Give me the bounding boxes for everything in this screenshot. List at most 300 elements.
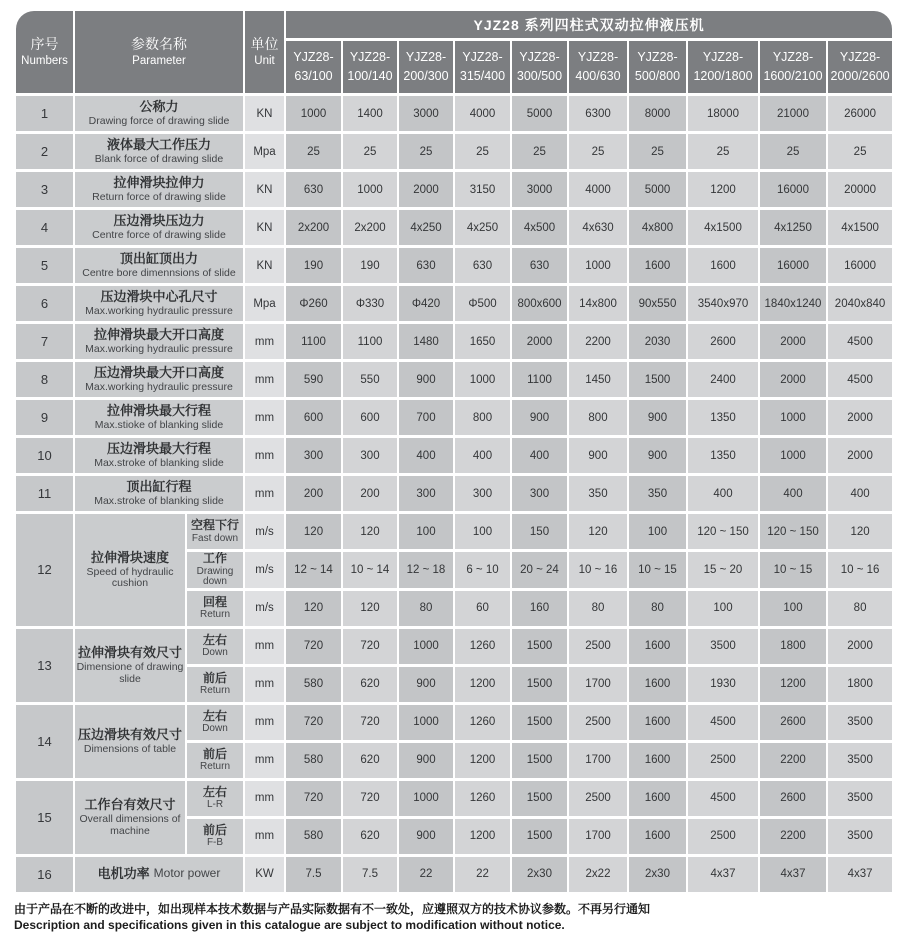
value-cell: 1930 — [688, 667, 758, 702]
value-cell: 1200 — [760, 667, 826, 702]
row-number-cell: 1 — [16, 96, 73, 131]
value-cell: 1500 — [629, 362, 686, 397]
unit-cell: m/s — [245, 591, 284, 626]
value-cell: 1600 — [629, 819, 686, 854]
unit-column-header — [245, 11, 284, 93]
value-cell: 720 — [343, 629, 397, 664]
value-cell: 590 — [286, 362, 341, 397]
value-cell: 1200 — [455, 819, 510, 854]
sub-parameter-name-english: Drawing down — [196, 565, 234, 588]
value-cell: 6 ~ 10 — [455, 552, 510, 588]
parameter-cell — [75, 514, 185, 626]
parameter-name-english: Return force of drawing slide — [92, 191, 226, 204]
value-cell: 6300 — [569, 96, 627, 131]
value-cell: 1350 — [688, 400, 758, 435]
value-cell: 720 — [286, 781, 341, 816]
numbers-column-header — [16, 11, 73, 93]
value-cell: 26000 — [828, 96, 892, 131]
table-row — [16, 286, 892, 321]
value-cell: 10 ~ 15 — [760, 552, 826, 588]
value-cell: 1500 — [512, 819, 567, 854]
value-cell: 600 — [286, 400, 341, 435]
value-cell: 4x1250 — [760, 210, 826, 245]
unit-cell: KN — [245, 210, 284, 245]
value-cell: 1600 — [629, 629, 686, 664]
value-cell: 1800 — [828, 667, 892, 702]
value-cell: 25 — [760, 134, 826, 169]
row-number-cell: 10 — [16, 438, 73, 473]
parameter-name-chinese: 液体最大工作压力 — [106, 137, 211, 153]
value-cell: 25 — [343, 134, 397, 169]
value-cell: 10 ~ 14 — [343, 552, 397, 588]
value-cell: 2500 — [688, 819, 758, 854]
value-cell: 4000 — [569, 172, 627, 207]
table-row — [16, 514, 892, 549]
value-cell: 1800 — [760, 629, 826, 664]
value-cell: 2000 — [828, 629, 892, 664]
value-cell: 4x37 — [760, 857, 826, 892]
value-cell: 4500 — [688, 705, 758, 740]
value-cell: 100 — [688, 591, 758, 626]
value-cell: 80 — [399, 591, 453, 626]
table-row — [16, 476, 892, 511]
sub-parameter-name-chinese: 前后 — [202, 746, 227, 761]
parameter-name-english: Max.stroke of blanking slide — [94, 495, 224, 508]
sub-parameter-name-chinese: 空程下行 — [190, 517, 239, 532]
value-cell: 100 — [455, 514, 510, 549]
parameter-name-chinese: 顶出缸行程 — [126, 479, 192, 495]
value-cell: 630 — [512, 248, 567, 283]
table-row — [16, 324, 892, 359]
value-cell: 25 — [688, 134, 758, 169]
sub-parameter-cell — [187, 705, 243, 740]
sub-parameter-cell — [187, 591, 243, 626]
value-cell: 120 — [828, 514, 892, 549]
parameter-cell — [75, 134, 243, 169]
value-cell: Φ260 — [286, 286, 341, 321]
value-cell: 190 — [286, 248, 341, 283]
value-cell: 2200 — [760, 743, 826, 778]
parameter-name-chinese: 公称力 — [139, 99, 179, 115]
value-cell: 25 — [399, 134, 453, 169]
value-cell: 22 — [455, 857, 510, 892]
parameter-name-chinese: 拉伸滑块拉伸力 — [113, 175, 205, 191]
value-cell: 3000 — [512, 172, 567, 207]
parameter-name-english: Drawing force of drawing slide — [88, 115, 230, 128]
value-cell: 200 — [286, 476, 341, 511]
value-cell: 12 ~ 18 — [399, 552, 453, 588]
value-cell: 630 — [399, 248, 453, 283]
model-header-cell: YJZ28- 500/800 — [629, 41, 686, 93]
value-cell: 2x22 — [569, 857, 627, 892]
footer-note-english: Description and specifications given in this catalogue are subject to modification without notice. — [14, 918, 565, 933]
unit-cell: Mpa — [245, 134, 284, 169]
unit-cell: mm — [245, 629, 284, 664]
value-cell: 550 — [343, 362, 397, 397]
unit-header-chinese: 单位 — [250, 36, 279, 52]
row-number-cell: 11 — [16, 476, 73, 511]
unit-cell: mm — [245, 743, 284, 778]
value-cell: 4500 — [828, 362, 892, 397]
sub-parameter-name-chinese: 左右 — [202, 632, 227, 647]
sub-parameter-name-english: Return — [199, 761, 230, 773]
numbers-header-chinese: 序号 — [30, 36, 59, 52]
row-number-cell: 9 — [16, 400, 73, 435]
model-header-cell: YJZ28- 315/400 — [455, 41, 510, 93]
value-cell: 580 — [286, 819, 341, 854]
value-cell: 1400 — [343, 96, 397, 131]
value-cell: 1600 — [629, 743, 686, 778]
value-cell: 300 — [343, 438, 397, 473]
value-cell: 1480 — [399, 324, 453, 359]
sub-parameter-name-chinese: 前后 — [202, 670, 227, 685]
row-number-cell: 14 — [16, 705, 73, 778]
value-cell: 2400 — [688, 362, 758, 397]
unit-cell: KN — [245, 248, 284, 283]
parameter-name-chinese: 压边滑块压边力 — [113, 213, 205, 229]
value-cell: 800 — [569, 400, 627, 435]
parameter-name-chinese: 压边滑块中心孔尺寸 — [100, 289, 218, 305]
parameter-name-chinese: 拉伸滑块最大开口高度 — [93, 327, 224, 343]
value-cell: 1600 — [688, 248, 758, 283]
sub-parameter-cell — [187, 629, 243, 664]
value-cell: 2500 — [569, 629, 627, 664]
value-cell: 2200 — [760, 819, 826, 854]
sub-parameter-name-chinese: 左右 — [202, 784, 227, 799]
value-cell: 25 — [828, 134, 892, 169]
value-cell: 2x30 — [512, 857, 567, 892]
sub-parameter-cell — [187, 781, 243, 816]
value-cell: Φ500 — [455, 286, 510, 321]
value-cell: 160 — [512, 591, 567, 626]
table-row — [16, 172, 892, 207]
parameter-name-english: Speed of hydraulic cushion — [86, 565, 174, 590]
value-cell: 580 — [286, 743, 341, 778]
value-cell: 300 — [455, 476, 510, 511]
unit-cell: mm — [245, 362, 284, 397]
footer-note-chinese: 由于产品在不断的改进中，如出现样本技术数据与产品实际数据有不一致处，应遵照双方的技术协议参数。不再另行通知 — [14, 902, 651, 916]
value-cell: 5000 — [629, 172, 686, 207]
unit-cell: mm — [245, 476, 284, 511]
value-cell: 2000 — [399, 172, 453, 207]
unit-cell: m/s — [245, 514, 284, 549]
value-cell: 400 — [828, 476, 892, 511]
value-cell: 1260 — [455, 705, 510, 740]
value-cell: 4x630 — [569, 210, 627, 245]
value-cell: 2030 — [629, 324, 686, 359]
value-cell: 1600 — [629, 667, 686, 702]
value-cell: 4x250 — [455, 210, 510, 245]
value-cell: 4x500 — [512, 210, 567, 245]
parameter-name-chinese: 工作台有效尺寸 — [84, 797, 176, 813]
unit-cell: mm — [245, 705, 284, 740]
value-cell: 4x250 — [399, 210, 453, 245]
unit-cell: mm — [245, 667, 284, 702]
value-cell: 1000 — [760, 400, 826, 435]
value-cell: 120 — [343, 591, 397, 626]
value-cell: 4x37 — [828, 857, 892, 892]
value-cell: 25 — [569, 134, 627, 169]
value-cell: 3540x970 — [688, 286, 758, 321]
value-cell: 1260 — [455, 629, 510, 664]
value-cell: 1500 — [512, 743, 567, 778]
value-cell: 1500 — [512, 667, 567, 702]
sub-parameter-name-english: Fast down — [191, 532, 239, 544]
value-cell: 25 — [629, 134, 686, 169]
sub-parameter-cell — [187, 514, 243, 549]
value-cell: 1650 — [455, 324, 510, 359]
parameter-cell — [75, 400, 243, 435]
unit-cell: mm — [245, 781, 284, 816]
value-cell: 2500 — [569, 781, 627, 816]
row-number-cell: 3 — [16, 172, 73, 207]
parameter-name-chinese: 压边滑块有效尺寸 — [77, 727, 182, 743]
model-header-cell: YJZ28- 2000/2600 — [828, 41, 892, 93]
value-cell: 4x37 — [688, 857, 758, 892]
value-cell: 120 — [569, 514, 627, 549]
value-cell: 1260 — [455, 781, 510, 816]
parameter-name-english: Max.working hydraulic pressure — [85, 305, 233, 318]
parameter-cell — [75, 438, 243, 473]
value-cell: 1000 — [569, 248, 627, 283]
value-cell: 1100 — [512, 362, 567, 397]
value-cell: 900 — [629, 400, 686, 435]
value-cell: 5000 — [512, 96, 567, 131]
parameter-name-english: Max.stioke of blanking slide — [94, 419, 224, 432]
unit-cell: mm — [245, 438, 284, 473]
value-cell: 18000 — [688, 96, 758, 131]
row-number-cell: 7 — [16, 324, 73, 359]
value-cell: 1100 — [343, 324, 397, 359]
value-cell: 2200 — [569, 324, 627, 359]
value-cell: 1450 — [569, 362, 627, 397]
value-cell: 350 — [629, 476, 686, 511]
value-cell: 3500 — [828, 819, 892, 854]
table-row — [16, 781, 892, 816]
model-header-cell: YJZ28- 1200/1800 — [688, 41, 758, 93]
value-cell: 720 — [286, 629, 341, 664]
sub-parameter-cell — [187, 552, 243, 588]
value-cell: 900 — [629, 438, 686, 473]
row-number-cell: 2 — [16, 134, 73, 169]
sub-parameter-name-chinese: 回程 — [202, 594, 227, 609]
numbers-header-english: Numbers — [21, 55, 68, 68]
value-cell: Φ330 — [343, 286, 397, 321]
table-row — [16, 362, 892, 397]
value-cell: Φ420 — [399, 286, 453, 321]
value-cell: 1200 — [688, 172, 758, 207]
value-cell: 620 — [343, 743, 397, 778]
table-row — [16, 629, 892, 664]
value-cell: 400 — [760, 476, 826, 511]
footer-note — [14, 901, 894, 933]
value-cell: 4x1500 — [828, 210, 892, 245]
value-cell: 400 — [399, 438, 453, 473]
value-cell: 1000 — [399, 705, 453, 740]
sub-parameter-name-english: L-R — [206, 799, 224, 811]
model-header-cell: YJZ28- 63/100 — [286, 41, 341, 93]
table-header — [16, 11, 892, 93]
value-cell: 3500 — [688, 629, 758, 664]
parameter-cell — [75, 248, 243, 283]
row-number-cell: 5 — [16, 248, 73, 283]
value-cell: 620 — [343, 819, 397, 854]
parameter-cell — [75, 705, 185, 778]
value-cell: 1600 — [629, 248, 686, 283]
value-cell: 800 — [455, 400, 510, 435]
value-cell: 60 — [455, 591, 510, 626]
value-cell: 620 — [343, 667, 397, 702]
row-number-cell: 6 — [16, 286, 73, 321]
value-cell: 1500 — [512, 705, 567, 740]
value-cell: 800x600 — [512, 286, 567, 321]
value-cell: 2x200 — [343, 210, 397, 245]
value-cell: 1500 — [512, 781, 567, 816]
parameter-name-english: Centre force of drawing slide — [92, 229, 226, 242]
sub-parameter-name-english: Down — [202, 647, 228, 659]
model-header-cell: YJZ28- 1600/2100 — [760, 41, 826, 93]
parameter-name-english: Max.working hydraulic pressure — [85, 343, 233, 356]
value-cell: 2500 — [569, 705, 627, 740]
value-cell: 1000 — [286, 96, 341, 131]
value-cell: 700 — [399, 400, 453, 435]
parameter-name-english: Dimensione of drawing slide — [76, 661, 184, 685]
table-row — [16, 438, 892, 473]
sub-parameter-cell — [187, 743, 243, 778]
value-cell: 1100 — [286, 324, 341, 359]
unit-cell: KN — [245, 172, 284, 207]
value-cell: 400 — [688, 476, 758, 511]
parameter-cell — [75, 629, 185, 702]
model-header-cell: YJZ28- 300/500 — [512, 41, 567, 93]
sub-parameter-name-chinese: 工作 — [202, 552, 227, 565]
table-body — [16, 96, 892, 892]
value-cell: 20000 — [828, 172, 892, 207]
value-cell: 1350 — [688, 438, 758, 473]
value-cell: 120 — [343, 514, 397, 549]
value-cell: 150 — [512, 514, 567, 549]
value-cell: 1200 — [455, 667, 510, 702]
value-cell: 2500 — [688, 743, 758, 778]
value-cell: 1000 — [399, 629, 453, 664]
parameter-name-english: Motor power — [153, 866, 221, 881]
spec-table — [14, 8, 894, 895]
value-cell: 300 — [286, 438, 341, 473]
parameter-name-chinese: 拉伸滑块最大行程 — [106, 403, 211, 419]
sub-parameter-cell — [187, 667, 243, 702]
table-row — [16, 705, 892, 740]
value-cell: 21000 — [760, 96, 826, 131]
value-cell: 16000 — [828, 248, 892, 283]
value-cell: 400 — [512, 438, 567, 473]
value-cell: 20 ~ 24 — [512, 552, 567, 588]
parameter-cell — [75, 210, 243, 245]
unit-cell: mm — [245, 324, 284, 359]
value-cell: 22 — [399, 857, 453, 892]
value-cell: 1700 — [569, 743, 627, 778]
value-cell: 2600 — [760, 781, 826, 816]
value-cell: 1840x1240 — [760, 286, 826, 321]
sub-parameter-name-english: Return — [199, 685, 230, 697]
value-cell: 350 — [569, 476, 627, 511]
row-number-cell: 4 — [16, 210, 73, 245]
value-cell: 720 — [343, 781, 397, 816]
parameter-header-chinese: 参数名称 — [131, 36, 187, 52]
value-cell: 3500 — [828, 705, 892, 740]
value-cell: 25 — [512, 134, 567, 169]
sub-parameter-name-english: Down — [202, 723, 228, 735]
unit-cell: Mpa — [245, 286, 284, 321]
value-cell: 120 ~ 150 — [760, 514, 826, 549]
value-cell: 300 — [512, 476, 567, 511]
value-cell: 900 — [399, 362, 453, 397]
parameter-name-chinese: 压边滑块最大开口高度 — [93, 365, 224, 381]
value-cell: 25 — [286, 134, 341, 169]
value-cell: 2600 — [688, 324, 758, 359]
parameter-cell — [75, 362, 243, 397]
parameter-name-chinese: 电机功率 — [97, 866, 150, 882]
value-cell: 80 — [629, 591, 686, 626]
value-cell: 720 — [343, 705, 397, 740]
parameter-cell — [75, 476, 243, 511]
value-cell: 25 — [455, 134, 510, 169]
model-header-cell: YJZ28- 100/140 — [343, 41, 397, 93]
value-cell: 1000 — [760, 438, 826, 473]
value-cell: 10 ~ 16 — [828, 552, 892, 588]
sub-parameter-name-english: Return — [199, 609, 230, 621]
value-cell: 1500 — [512, 629, 567, 664]
row-number-cell: 15 — [16, 781, 73, 854]
parameter-name-chinese: 拉伸滑块速度 — [90, 550, 169, 566]
value-cell: 16000 — [760, 172, 826, 207]
value-cell: 4x800 — [629, 210, 686, 245]
row-number-cell: 16 — [16, 857, 73, 892]
parameter-name-chinese: 压边滑块最大行程 — [106, 441, 211, 457]
value-cell: 16000 — [760, 248, 826, 283]
value-cell: 4500 — [688, 781, 758, 816]
value-cell: 2000 — [760, 324, 826, 359]
value-cell: 1000 — [455, 362, 510, 397]
value-cell: 630 — [286, 172, 341, 207]
model-header-cell: YJZ28- 200/300 — [399, 41, 453, 93]
value-cell: 120 — [286, 591, 341, 626]
value-cell: 900 — [569, 438, 627, 473]
value-cell: 2040x840 — [828, 286, 892, 321]
sub-parameter-name-chinese: 左右 — [202, 708, 227, 723]
value-cell: 90x550 — [629, 286, 686, 321]
value-cell: 2000 — [760, 362, 826, 397]
value-cell: 3500 — [828, 743, 892, 778]
parameter-name-english: Overall dimensions of machine — [79, 813, 181, 837]
parameter-name-english: Blank force of drawing slide — [94, 153, 224, 166]
row-number-cell: 13 — [16, 629, 73, 702]
value-cell: 1200 — [455, 743, 510, 778]
value-cell: 1600 — [629, 705, 686, 740]
value-cell: 80 — [569, 591, 627, 626]
value-cell: 2000 — [828, 438, 892, 473]
unit-cell: mm — [245, 400, 284, 435]
value-cell: 14x800 — [569, 286, 627, 321]
table-row — [16, 400, 892, 435]
value-cell: 900 — [399, 819, 453, 854]
unit-cell: KW — [245, 857, 284, 892]
value-cell: 80 — [828, 591, 892, 626]
value-cell: 190 — [343, 248, 397, 283]
value-cell: 1000 — [399, 781, 453, 816]
value-cell: 300 — [399, 476, 453, 511]
parameter-column-header — [75, 11, 243, 93]
row-number-cell: 8 — [16, 362, 73, 397]
